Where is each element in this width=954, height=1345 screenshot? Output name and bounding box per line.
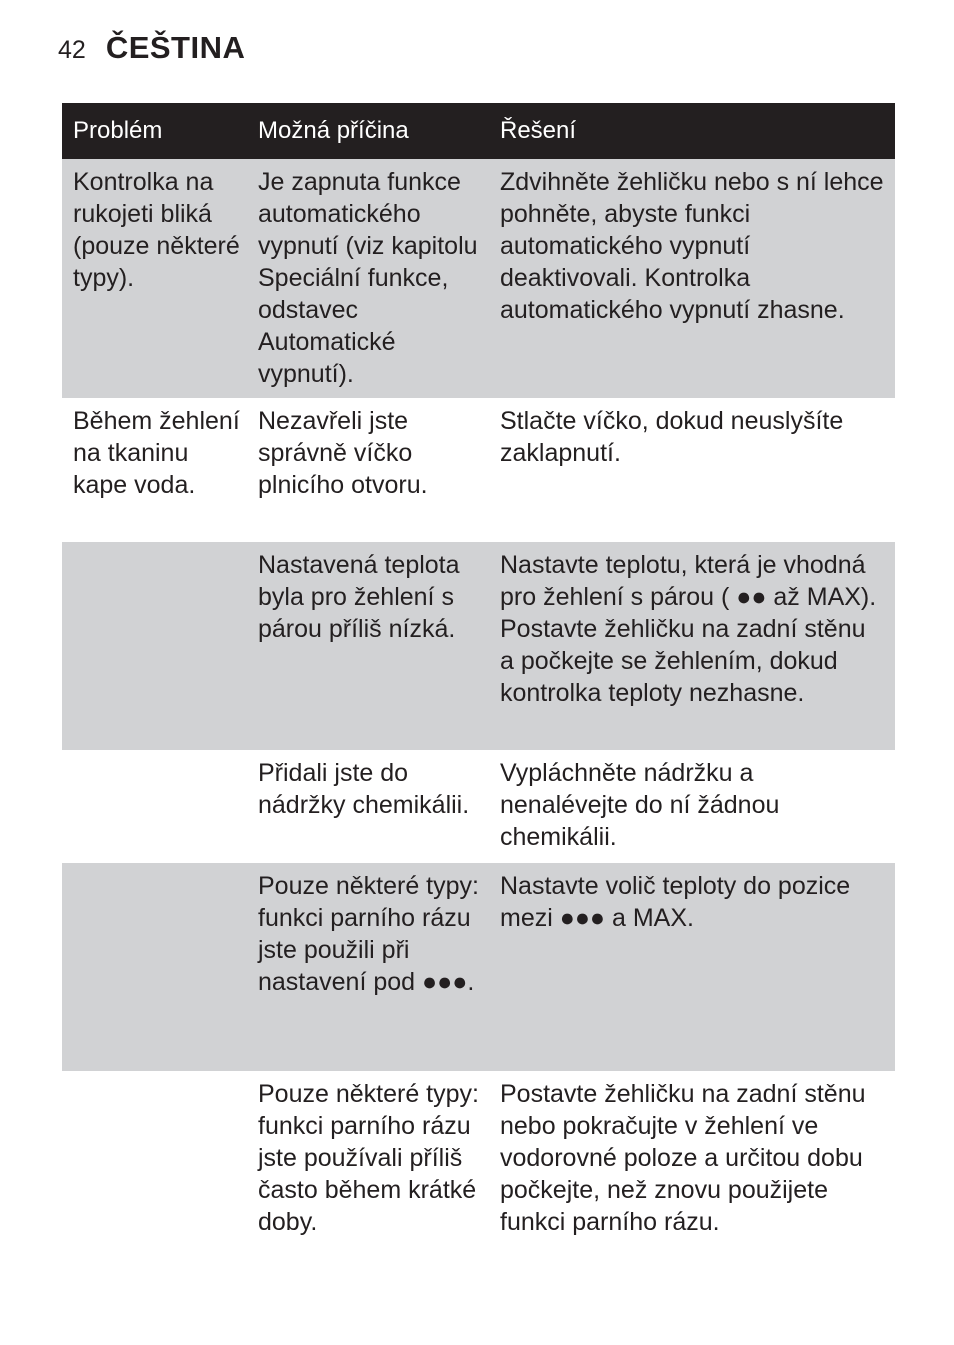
cause-cell: Přidali jste do nádržky chemikálii. — [247, 750, 489, 863]
cause-cell: Pouze některé typy: funkci parního rázu jste použili při nastavení pod ●●●. — [247, 863, 489, 1071]
section-title: ČEŠTINA — [105, 30, 246, 65]
problem-cell: Kontrolka na rukojeti bliká (pouze některé typy). — [62, 159, 247, 398]
table-row — [62, 542, 895, 750]
column-header-cause: Možná příčina — [247, 103, 489, 159]
solution-cell: Zdvihněte žehličku nebo s ní lehce pohněte, abyste funkci automatického vypnutí deaktivovali. Kontrolka automatického vypnutí zhasne. — [489, 159, 895, 398]
cause-cell: Nezavřeli jste správně víčko plnicího otvoru. — [247, 398, 489, 542]
page-header — [58, 30, 245, 76]
solution-cell: Postavte žehličku na zadní stěnu nebo pokračujte v žehlení ve vodorovné poloze a určitou dobu počkejte, než znovu použijete funkci parního rázu. — [489, 1071, 895, 1279]
solution-cell: Vypláchněte nádržku a nenalévejte do ní žádnou chemikálii. — [489, 750, 895, 863]
solution-cell: Nastavte volič teploty do pozice mezi ●●● a MAX. — [489, 863, 895, 1071]
problem-cell: Během žehlení na tkaninu kape voda. — [62, 398, 247, 542]
table-row — [62, 863, 895, 1071]
table-row — [62, 750, 895, 863]
cause-cell: Nastavená teplota byla pro žehlení s párou příliš nízká. — [247, 542, 489, 750]
problem-cell — [62, 1071, 247, 1279]
column-header-solution: Řešení — [489, 103, 895, 159]
problem-cell — [62, 750, 247, 863]
cause-cell: Je zapnuta funkce automatického vypnutí (viz kapitolu Speciální funkce, odstavec Automatické vypnutí). — [247, 159, 489, 398]
problem-cell — [62, 542, 247, 750]
column-header-problem: Problém — [62, 103, 247, 159]
troubleshooting-table — [62, 103, 895, 1279]
table-row — [62, 159, 895, 398]
cause-cell: Pouze některé typy: funkci parního rázu jste používali příliš často během krátké doby. — [247, 1071, 489, 1279]
table-row — [62, 1071, 895, 1279]
table-header-row — [62, 103, 895, 159]
solution-cell: Nastavte teplotu, která je vhodná pro žehlení s párou ( ●● až MAX). Postavte žehličku na zadní stěnu a počkejte se žehlením, dokud kontrolka teploty nezhasne. — [489, 542, 895, 750]
page-number: 42 — [58, 36, 86, 64]
table-row — [62, 398, 895, 542]
solution-cell: Stlačte víčko, dokud neuslyšíte zaklapnutí. — [489, 398, 895, 542]
problem-cell — [62, 863, 247, 1071]
